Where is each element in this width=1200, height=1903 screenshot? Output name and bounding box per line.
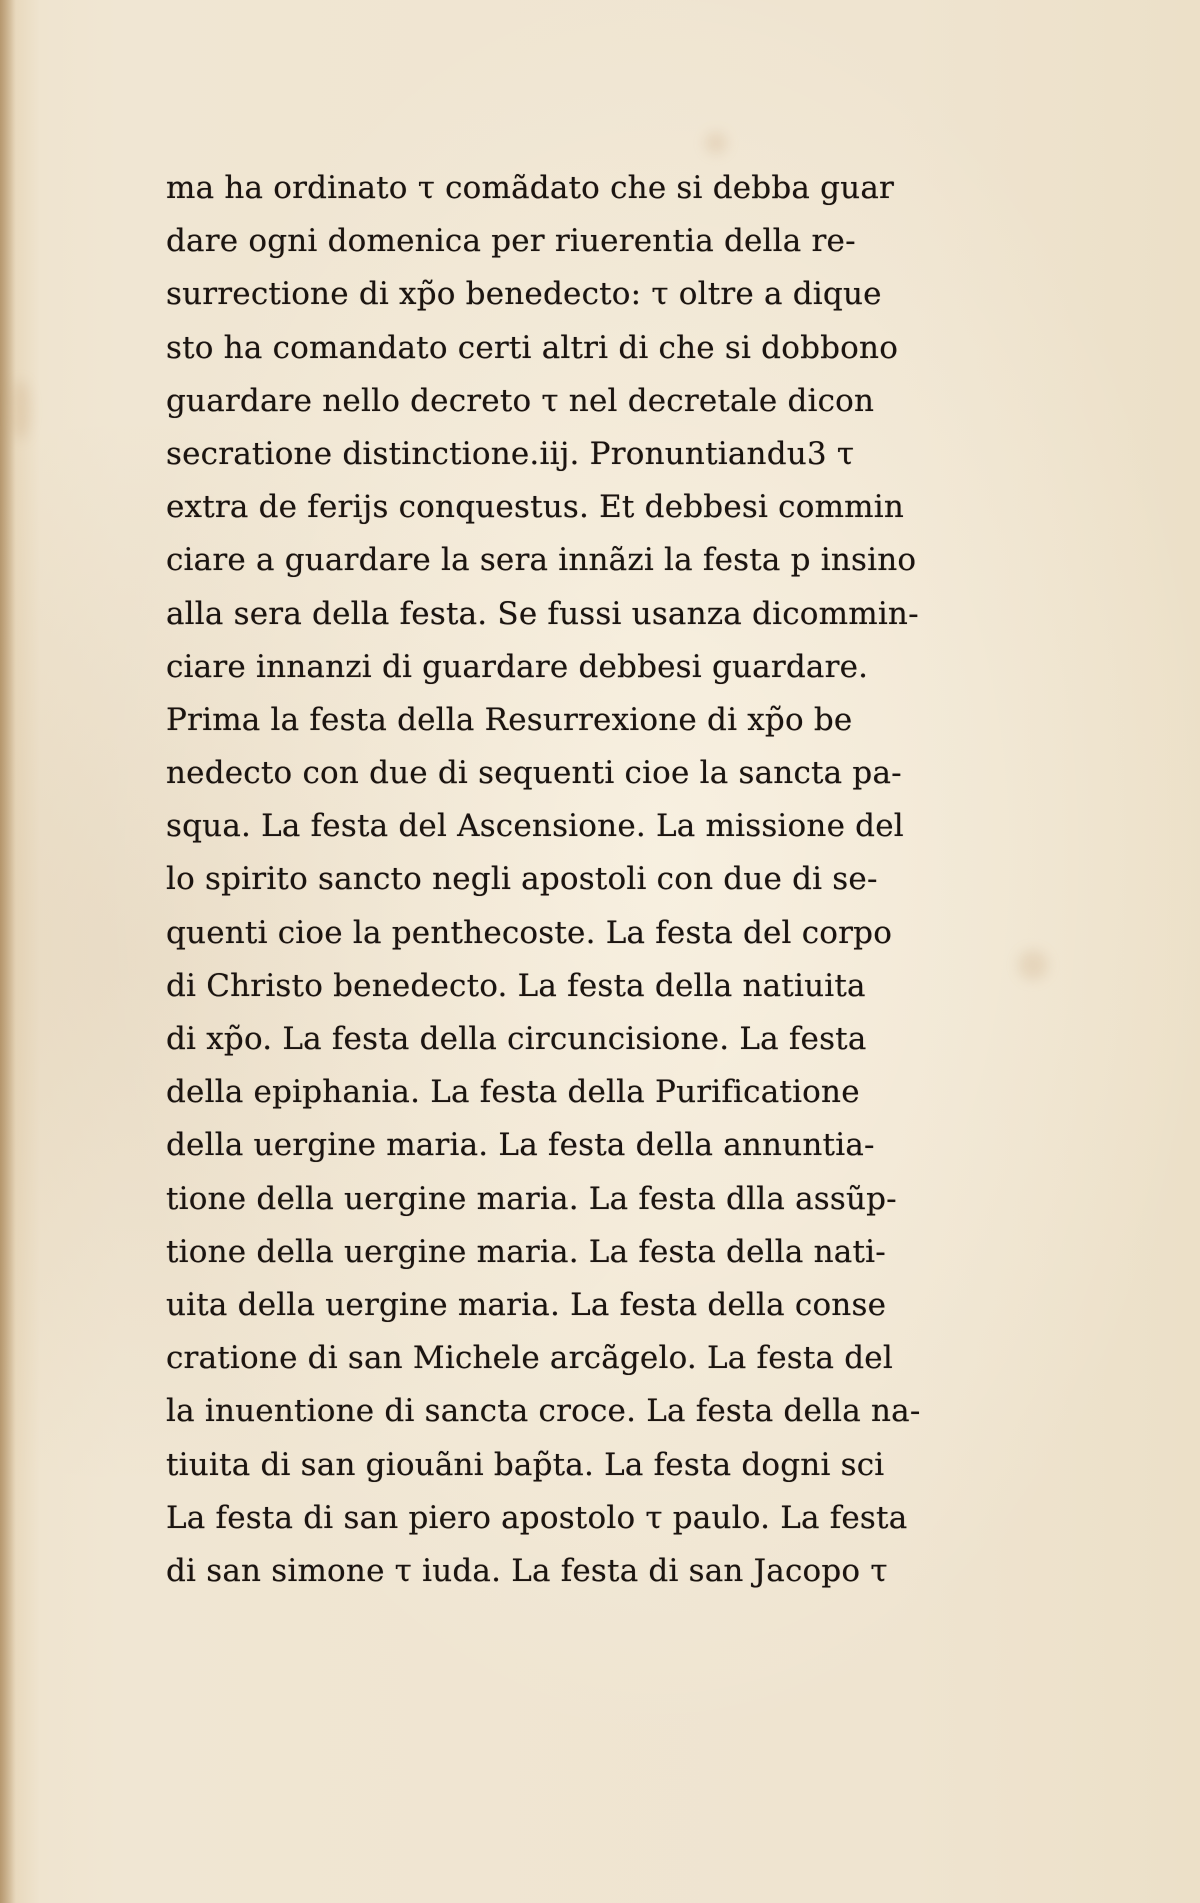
text-line: quenti cioe la penthecoste. La festa del corpo (166, 914, 893, 951)
text-line: di Christo benedecto. La festa della natiuita (166, 967, 866, 1004)
text-line: squa. La festa del Ascensione. La missione del (166, 808, 904, 845)
text-line: ma ha ordinato τ comãdato che si debba guar (166, 170, 895, 206)
text-line: extra de ferijs conquestus. Et debbesi commin (166, 489, 905, 526)
incunable-text-block (166, 162, 1006, 1598)
text-line: Prima la festa della Resurrexione di xp̃o be (166, 701, 853, 738)
text-line: guardare nello decreto τ nel decretale dicon (166, 382, 875, 419)
text-line: sto ha comandato certi altri di che si dobbono (166, 329, 899, 366)
text-line: dare ogni domenica per riuerentia della re- (166, 223, 856, 260)
text-line: la inuentione di sancta croce. La festa della na- (166, 1393, 921, 1430)
text-line: di xp̃o. La festa della circuncisione. La festa (166, 1021, 867, 1057)
paper-stain (1018, 950, 1048, 980)
text-line: uita della uergine maria. La festa della conse (166, 1286, 887, 1323)
text-line: surrectione di xp̃o benedecto: τ oltre a dique (166, 276, 882, 313)
text-line: cratione di san Michele arcãgelo. La festa del (166, 1340, 893, 1377)
text-line: ciare innanzi di guardare debbesi guardare. (166, 648, 869, 685)
text-line: della epiphania. La festa della Purificatione (166, 1074, 860, 1111)
text-line: di san simone τ iuda. La festa di san Jacopo τ (166, 1552, 888, 1589)
paper-stain (705, 132, 727, 154)
text-line: tione della uergine maria. La festa dlla assũp- (166, 1180, 897, 1217)
text-line: tione della uergine maria. La festa della nati- (166, 1233, 886, 1270)
text-line: ciare a guardare la sera innãzi la festa p insino (166, 542, 917, 579)
page-edge-shadow (0, 0, 16, 1903)
text-line: alla sera della festa. Se fussi usanza dicommin- (166, 595, 919, 632)
text-line: lo spirito sancto negli apostoli con due di se- (166, 861, 878, 898)
text-line: La festa di san piero apostolo τ paulo. La festa (166, 1499, 908, 1536)
paper-stain (12, 380, 30, 440)
text-line: della uergine maria. La festa della annuntia- (166, 1127, 875, 1164)
text-line: nedecto con due di sequenti cioe la sancta pa- (166, 755, 902, 792)
text-line: secratione distinctione.iij. Pronuntiandu3 τ (166, 435, 855, 472)
text-line: tiuita di san giouãni bap̃ta. La festa dogni sci (166, 1446, 885, 1483)
